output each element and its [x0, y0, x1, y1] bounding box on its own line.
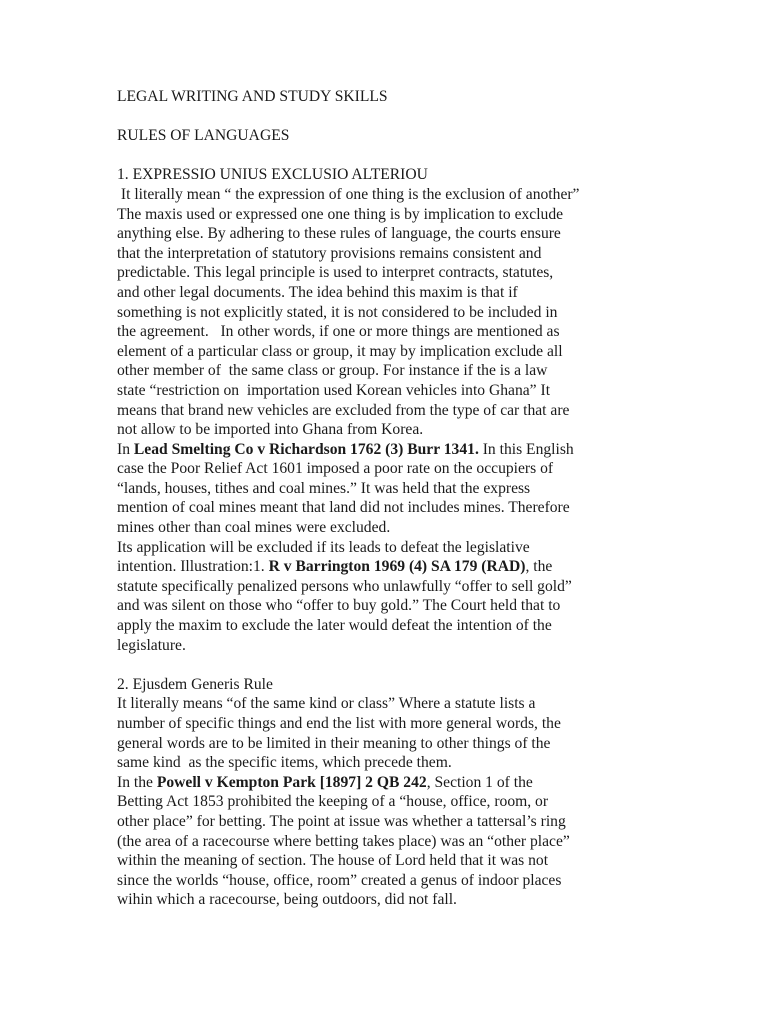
text-line: number of specific things and end the list with more general words, the: [117, 715, 561, 732]
text-line: general words are to be limited in their meaning to other things of the: [117, 734, 551, 752]
text-line: predictable. This legal principle is used to interpret contracts, statutes,: [117, 264, 554, 282]
case-citation: R v Barrington 1969 (4) SA 179 (RAD): [268, 558, 526, 576]
text-line: (the area of a racecourse where betting takes place) was an “other place”: [117, 832, 570, 850]
case-text: , the: [525, 558, 553, 576]
case-citation: Powell v Kempton Park [1897] 2 QB 242: [156, 773, 427, 791]
section-2-heading: 2. Ejusdem Generis Rule: [117, 675, 273, 693]
case-text: , Section 1 of the: [426, 773, 533, 791]
document-page: [117, 87, 657, 910]
text-line: It literally means “of the same kind or class” Where a statute lists a: [117, 695, 536, 713]
text-line: other member of the same class or group. For instance if the is a law: [117, 362, 548, 380]
spacer: [117, 146, 657, 166]
section-1-case-barrington: [117, 538, 657, 656]
text-line: not allow to be imported into Ghana from Korea.: [117, 421, 424, 439]
text-line: statute specifically penalized persons who unlawfully “offer to sell gold”: [117, 577, 572, 595]
text-line: “lands, houses, tithes and coal mines.” It was held that the express: [117, 479, 531, 497]
text-line: and was silent on those who “offer to buy gold.” The Court held that to: [117, 597, 561, 615]
section-1-heading: 1. EXPRESSIO UNIUS EXCLUSIO ALTERIOU: [117, 166, 428, 184]
text-line: something is not explicitly stated, it is not considered to be included in: [117, 303, 558, 321]
text-line: element of a particular class or group, it may by implication exclude all: [117, 342, 563, 360]
text-line: state “restriction on importation used Korean vehicles into Ghana” It: [117, 381, 551, 399]
text-line: The maxis used or expressed one one thing is by implication to exclude: [117, 205, 564, 223]
spacer: [117, 107, 657, 127]
case-intro: In: [117, 440, 134, 458]
section-1-paragraph-1: [117, 185, 657, 440]
text-line: means that brand new vehicles are excluded from the type of car that are: [117, 401, 570, 419]
text-line: [117, 557, 657, 577]
text-line: and other legal documents. The idea behind this maxim is that if: [117, 283, 518, 301]
text-line: mines other than coal mines were excluded.: [117, 519, 391, 537]
text-line: that the interpretation of statutory provisions remains consistent and: [117, 244, 542, 262]
case-text: In this English: [478, 440, 574, 458]
text-line: It literally mean “ the expression of one thing is the exclusion of another”: [117, 185, 580, 203]
text-line: case the Poor Relief Act 1601 imposed a poor rate on the occupiers of: [117, 460, 554, 478]
case-citation: Lead Smelting Co v Richardson 1762 (3) Burr 1341.: [133, 440, 479, 458]
text-line: wihin which a racecourse, being outdoors, did not fall.: [117, 891, 457, 909]
text-line: Its application will be excluded if its leads to defeat the legislative: [117, 538, 530, 556]
text-line: [117, 440, 657, 460]
section-1-case-lead-smelting: [117, 440, 657, 538]
text-line: the agreement. In other words, if one or more things are mentioned as: [117, 323, 560, 341]
case-intro: In the: [117, 773, 157, 791]
text-line: mention of coal mines meant that land did not includes mines. Therefore: [117, 499, 570, 517]
text-line: since the worlds “house, office, room” created a genus of indoor places: [117, 871, 562, 889]
text-line: other place” for betting. The point at issue was whether a tattersal’s ring: [117, 812, 566, 830]
spacer: [117, 655, 657, 675]
case-intro: intention. Illustration:1.: [117, 558, 269, 576]
document-title: LEGAL WRITING AND STUDY SKILLS: [117, 88, 388, 105]
section-2-case-powell: [117, 773, 657, 910]
section-2-paragraph-1: [117, 694, 657, 772]
text-line: legislature.: [117, 636, 186, 654]
text-line: within the meaning of section. The house of Lord held that it was not: [117, 852, 549, 870]
text-line: apply the maxim to exclude the later would defeat the intention of the: [117, 617, 552, 635]
text-line: anything else. By adhering to these rules of language, the courts ensure: [117, 225, 561, 243]
text-line: same kind as the specific items, which precede them.: [117, 754, 452, 772]
document-subtitle: RULES OF LANGUAGES: [117, 127, 290, 145]
text-line: Betting Act 1853 prohibited the keeping of a “house, office, room, or: [117, 793, 549, 811]
text-line: [117, 773, 657, 793]
